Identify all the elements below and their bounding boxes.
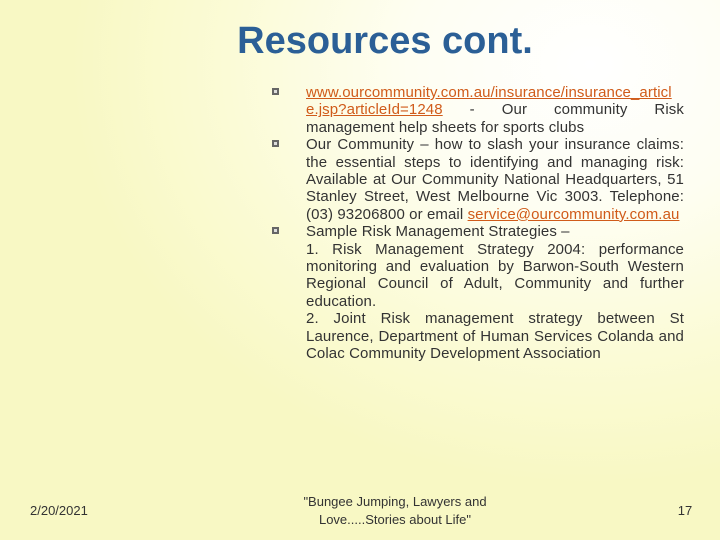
- square-bullet-icon: [272, 140, 279, 147]
- page-number: 17: [677, 503, 693, 518]
- slide-title: Resources cont.: [237, 20, 533, 62]
- bullet-item-2: [272, 136, 684, 223]
- bullet-2-text: Our Community – how to slash your insurance claims: the essential steps to identifying and managing risk: Available at Our Community National Headquarters, 51 Stanley Street, West Melbourne Vic 3003. Telephone: (03) 93206800 or email: [306, 136, 684, 223]
- bullet-3-text: Sample Risk Management Strategies –: [306, 223, 570, 241]
- bullet-item-3: [272, 223, 684, 362]
- ourcommunity-insurance-link[interactable]: www.ourcommunity.com.au/insurance/insurance_article.jsp?articleId=1248: [306, 84, 672, 119]
- service-email-link[interactable]: service@ourcommunity.com.au: [467, 205, 680, 223]
- bullet-1-text: - Our community Risk management help sheets for sports clubs: [306, 101, 684, 136]
- strategy-item-1: 1. Risk Management Strategy 2004: performance monitoring and evaluation by Barwon-South Western Regional Council of Adult, Community and further education.: [306, 240, 684, 310]
- strategy-item-2: 2. Joint Risk management strategy between St Laurence, Department of Human Services Colanda and Colac Community Development Association: [306, 310, 684, 363]
- bullet-item-1: [272, 84, 684, 136]
- bullet-list: [272, 84, 684, 363]
- square-bullet-icon: [272, 227, 279, 234]
- footer-text: "Bungee Jumping, Lawyers and Love.....Stories about Life": [303, 494, 487, 527]
- footer-date: 2/20/2021: [30, 503, 88, 518]
- square-bullet-icon: [272, 88, 279, 95]
